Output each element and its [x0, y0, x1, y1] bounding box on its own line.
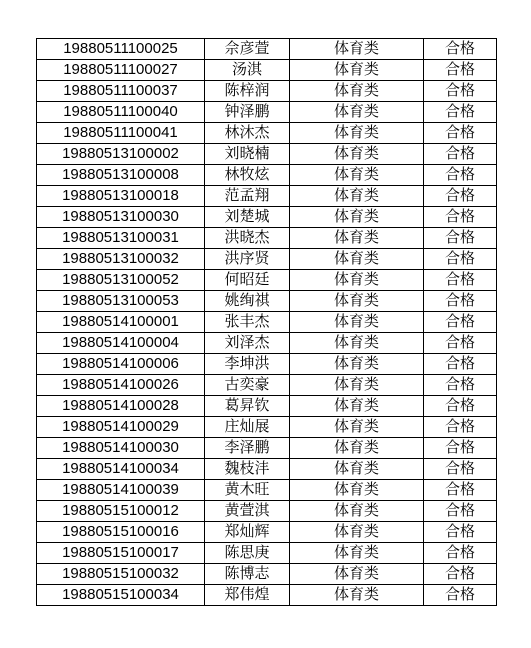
category-cell: 体育类	[290, 186, 424, 207]
id-cell: 19880513100008	[37, 165, 205, 186]
category-cell: 体育类	[290, 144, 424, 165]
name-cell: 陈梓润	[205, 81, 290, 102]
category-cell: 体育类	[290, 102, 424, 123]
id-cell: 19880513100002	[37, 144, 205, 165]
id-cell: 19880513100018	[37, 186, 205, 207]
category-cell: 体育类	[290, 585, 424, 606]
table-row	[37, 81, 497, 102]
name-cell: 李泽鹏	[205, 438, 290, 459]
id-cell: 19880514100028	[37, 396, 205, 417]
result-cell: 合格	[424, 375, 497, 396]
table-row	[37, 165, 497, 186]
table-row	[37, 438, 497, 459]
category-cell: 体育类	[290, 228, 424, 249]
result-cell: 合格	[424, 81, 497, 102]
result-cell: 合格	[424, 144, 497, 165]
id-cell: 19880514100029	[37, 417, 205, 438]
category-cell: 体育类	[290, 291, 424, 312]
id-cell: 19880514100001	[37, 312, 205, 333]
name-cell: 魏枝沣	[205, 459, 290, 480]
category-cell: 体育类	[290, 396, 424, 417]
result-cell: 合格	[424, 228, 497, 249]
category-cell: 体育类	[290, 459, 424, 480]
table-row	[37, 396, 497, 417]
table-row	[37, 417, 497, 438]
result-cell: 合格	[424, 333, 497, 354]
id-cell: 19880511100041	[37, 123, 205, 144]
table-row	[37, 270, 497, 291]
result-cell: 合格	[424, 438, 497, 459]
table-row	[37, 312, 497, 333]
table-row	[37, 228, 497, 249]
table-row	[37, 564, 497, 585]
category-cell: 体育类	[290, 375, 424, 396]
name-cell: 林牧炫	[205, 165, 290, 186]
table-row	[37, 60, 497, 81]
category-cell: 体育类	[290, 60, 424, 81]
name-cell: 刘泽杰	[205, 333, 290, 354]
table-row	[37, 543, 497, 564]
result-cell: 合格	[424, 354, 497, 375]
id-cell: 19880514100006	[37, 354, 205, 375]
name-cell: 佘彦萱	[205, 39, 290, 60]
id-cell: 19880515100032	[37, 564, 205, 585]
category-cell: 体育类	[290, 333, 424, 354]
result-cell: 合格	[424, 165, 497, 186]
table-row	[37, 480, 497, 501]
name-cell: 姚绚祺	[205, 291, 290, 312]
table-row	[37, 459, 497, 480]
result-cell: 合格	[424, 291, 497, 312]
name-cell: 陈博志	[205, 564, 290, 585]
name-cell: 陈思庚	[205, 543, 290, 564]
result-cell: 合格	[424, 102, 497, 123]
name-cell: 张丰杰	[205, 312, 290, 333]
name-cell: 何昭廷	[205, 270, 290, 291]
name-cell: 钟泽鹏	[205, 102, 290, 123]
result-cell: 合格	[424, 522, 497, 543]
result-cell: 合格	[424, 270, 497, 291]
name-cell: 洪晓杰	[205, 228, 290, 249]
result-cell: 合格	[424, 501, 497, 522]
id-cell: 19880511100027	[37, 60, 205, 81]
result-cell: 合格	[424, 312, 497, 333]
result-cell: 合格	[424, 396, 497, 417]
category-cell: 体育类	[290, 543, 424, 564]
id-cell: 19880513100053	[37, 291, 205, 312]
category-cell: 体育类	[290, 438, 424, 459]
id-cell: 19880514100030	[37, 438, 205, 459]
category-cell: 体育类	[290, 501, 424, 522]
name-cell: 郑灿辉	[205, 522, 290, 543]
results-table-body	[37, 39, 497, 606]
name-cell: 汤淇	[205, 60, 290, 81]
id-cell: 19880511100040	[37, 102, 205, 123]
id-cell: 19880513100030	[37, 207, 205, 228]
category-cell: 体育类	[290, 522, 424, 543]
name-cell: 黄木旺	[205, 480, 290, 501]
name-cell: 郑伟煌	[205, 585, 290, 606]
result-cell: 合格	[424, 123, 497, 144]
table-row	[37, 375, 497, 396]
result-cell: 合格	[424, 543, 497, 564]
table-row	[37, 123, 497, 144]
id-cell: 19880513100052	[37, 270, 205, 291]
table-row	[37, 207, 497, 228]
result-cell: 合格	[424, 249, 497, 270]
name-cell: 刘晓楠	[205, 144, 290, 165]
category-cell: 体育类	[290, 249, 424, 270]
category-cell: 体育类	[290, 270, 424, 291]
id-cell: 19880515100034	[37, 585, 205, 606]
id-cell: 19880511100037	[37, 81, 205, 102]
category-cell: 体育类	[290, 354, 424, 375]
id-cell: 19880515100017	[37, 543, 205, 564]
name-cell: 古奕豪	[205, 375, 290, 396]
table-row	[37, 585, 497, 606]
name-cell: 林沐杰	[205, 123, 290, 144]
result-cell: 合格	[424, 564, 497, 585]
category-cell: 体育类	[290, 123, 424, 144]
id-cell: 19880514100026	[37, 375, 205, 396]
name-cell: 刘楚城	[205, 207, 290, 228]
name-cell: 洪序贤	[205, 249, 290, 270]
result-cell: 合格	[424, 459, 497, 480]
id-cell: 19880515100016	[37, 522, 205, 543]
id-cell: 19880514100034	[37, 459, 205, 480]
results-table	[36, 38, 497, 606]
table-row	[37, 291, 497, 312]
id-cell: 19880513100032	[37, 249, 205, 270]
category-cell: 体育类	[290, 312, 424, 333]
id-cell: 19880513100031	[37, 228, 205, 249]
table-row	[37, 522, 497, 543]
category-cell: 体育类	[290, 417, 424, 438]
category-cell: 体育类	[290, 564, 424, 585]
id-cell: 19880514100004	[37, 333, 205, 354]
name-cell: 范孟翔	[205, 186, 290, 207]
name-cell: 李坤洪	[205, 354, 290, 375]
table-row	[37, 333, 497, 354]
result-cell: 合格	[424, 585, 497, 606]
result-cell: 合格	[424, 186, 497, 207]
category-cell: 体育类	[290, 81, 424, 102]
category-cell: 体育类	[290, 165, 424, 186]
table-row	[37, 249, 497, 270]
category-cell: 体育类	[290, 480, 424, 501]
table-row	[37, 102, 497, 123]
result-cell: 合格	[424, 60, 497, 81]
table-row	[37, 354, 497, 375]
result-cell: 合格	[424, 207, 497, 228]
id-cell: 19880511100025	[37, 39, 205, 60]
category-cell: 体育类	[290, 39, 424, 60]
table-row	[37, 186, 497, 207]
result-cell: 合格	[424, 39, 497, 60]
id-cell: 19880514100039	[37, 480, 205, 501]
table-row	[37, 501, 497, 522]
name-cell: 庄灿展	[205, 417, 290, 438]
table-row	[37, 39, 497, 60]
result-cell: 合格	[424, 417, 497, 438]
name-cell: 葛昇钦	[205, 396, 290, 417]
category-cell: 体育类	[290, 207, 424, 228]
name-cell: 黄萱淇	[205, 501, 290, 522]
result-cell: 合格	[424, 480, 497, 501]
id-cell: 19880515100012	[37, 501, 205, 522]
table-row	[37, 144, 497, 165]
